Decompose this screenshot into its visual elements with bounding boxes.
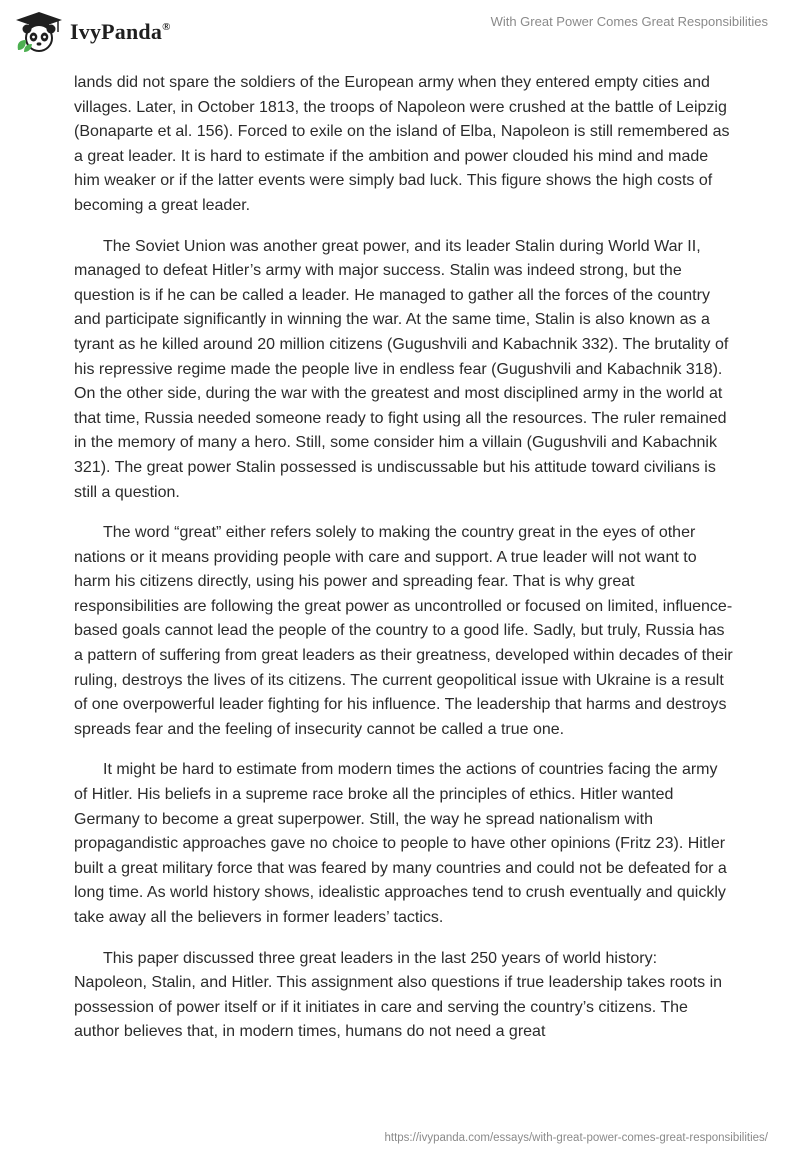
paragraph: It might be hard to estimate from modern times the actions of countries facing the army of Hitler. His beliefs in a supreme race broke all the principles of ethics. Hitler wanted Germany to become a great superpower. Still, the way he spread nationalism with propagandistic approaches gave no choice to people to have other opinions (Fritz 23). Hitler built a great military force that was feared by many countries and could not be defeated for a long time. As world history shows, idealistic approaches tend to crush eventually and quickly take away all the believers in former leaders’ tactics. <box>74 761 727 926</box>
paragraph: The Soviet Union was another great power, and its leader Stalin during World War II, managed to defeat Hitler’s army with major success. Stalin was indeed strong, but the question is if he can be called a leader. He managed to gather all the forces of the country and participate significantly in winning the war. At the same time, Stalin is also known as a tyrant as he killed around 20 million citizens (Gugushvili and Kabachnik 332). The brutality of his repressive regime made the people live in endless fear (Gugushvili and Kabachnik 318). On the other side, during the war with the greatest and most disciplined army in the world at that time, Russia needed someone ready to fight using all the resources. The ruler remained in the memory of many a hero. Still, some consider him a villain (Gugushvili and Kabachnik 321). The great power Stalin possessed is undiscussable but his attitude toward civilians is still a question. <box>74 237 729 501</box>
page-header <box>0 0 800 66</box>
source-url-link[interactable]: https://ivypanda.com/essays/with-great-power-comes-great-responsibilities/ <box>384 1132 768 1144</box>
document-title: With Great Power Comes Great Responsibilities <box>490 14 768 29</box>
paragraph: The word “great” either refers solely to making the country great in the eyes of other nations or it means providing people with care and support. A true leader will not want to harm his citizens directly, using his power and spreading fear. That is why great responsibilities are following the great power as uncontrolled or focused on limited, influence-based goals cannot lead the people of the country to a good life. Sadly, but truly, Russia has a pattern of suffering from great leaders as their greatness, developed within decades of their ruling, destroys the lives of its citizens. The current geopolitical issue with Ukraine is a result of one overpowerful leader fighting for his influence. The leadership that harms and destroys spreads fear and the feeling of insecurity cannot be called a true one. <box>74 524 733 738</box>
panda-graduate-icon <box>14 10 64 54</box>
paragraph: This paper discussed three great leaders in the last 250 years of world history: Napoleon, Stalin, and Hitler. This assignment also questions if true leadership takes roots in possession of power itself or if it initiates in care and serving the country’s citizens. The author believes that, in modern times, humans do not need a great <box>74 949 723 1041</box>
essay-body <box>74 71 734 1061</box>
ivypanda-logo[interactable] <box>14 10 171 54</box>
brand-name: IvyPanda® <box>70 19 171 44</box>
paragraph-continued: lands did not spare the soldiers of the European army when they entered empty cities and villages. Later, in October 1813, the troops of Napoleon were crushed at the battle of Leipzig (Bonaparte et al. 156). Forced to exile on the island of Elba, Napoleon is still remembered as a great leader. It is hard to estimate if the ambition and power clouded his mind and made him weaker or if the latter events were simply bad luck. This figure shows the high costs of becoming a great leader. <box>74 74 730 214</box>
